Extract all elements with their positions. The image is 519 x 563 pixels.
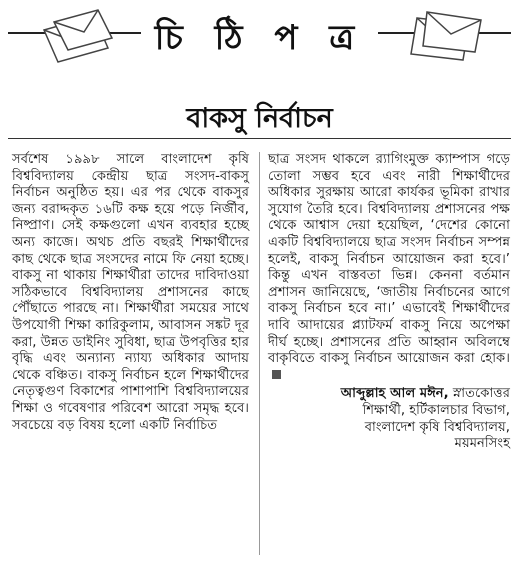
headline-rule xyxy=(8,138,511,139)
column-divider xyxy=(259,152,260,555)
article-headline: বাকসু নির্বাচন xyxy=(186,103,333,134)
body-text-right: ছাত্র সংসদ থাকলে র‍্যাগিংমুক্ত ক্যাম্পাস গড়ে তোলা সম্ভব হবে এবং নারী শিক্ষার্থীদের অধিকার সুরক্ষায় আরো কার্যকর ভূমিকা রাখার সুযোগ তৈরি হবে। বিশ্ববিদ্যালয় প্রশাসনের পক্ষ থেকে আশ্বাস দেয়া হয়েছিল, ‘দেশের কোনো একটি বিশ্ববিদ্যালয়ে ছাত্র সংসদ নির্বাচন সম্পন্ন হলেই, বাকসু নির্বাচন আয়োজন করা হবে।’ কিন্তু এখন বাস্তবতা ভিন্ন। কেননা বর্তমান প্রশাসন জানিয়েছে, ‘জাতীয় নির্বাচনের আগে বাকসু নির্বাচন হবে না।’ এভাবেই শিক্ষার্থীদের দাবি আদায়ের প্ল্যাটফর্ম বাকসু নিয়ে অপেক্ষা দীর্ঘ হচ্ছে। প্রশাসনের প্রতি আহ্বান অবিলম্বে বাকৃবিতে বাকসু নির্বাচন আয়োজন করা হোক। xyxy=(268,152,510,384)
body-text-left: সর্বশেষ ১৯৯৮ সালে বাংলাদেশ কৃষি বিশ্ববিদ্যালয় কেন্দ্রীয় ছাত্র সংসদ-বাকসু নির্বাচন অনুষ্ঠিত হয়। এর পর থেকে বাকসুর জন্য বরাদ্দকৃত ১৬টি কক্ষ হয়ে পড়ে নির্জীব, নিষ্প্রাণ। সেই কক্ষগুলো এখন ব্যবহার হচ্ছে অন্য কাজে। অথচ প্রতি বছরই শিক্ষার্থীদের কাছ থেকে ছাত্র সংসদের নামে ফি নেয়া হচ্ছে। বাকসু না থাকায় শিক্ষার্থীরা তাদের দাবিদাওয়া সঠিকভাবে বিশ্ববিদ্যালয় প্রশাসনের কাছে পৌঁছাতে পারছে না। শিক্ষার্থীরা সময়ের সাথে উপযোগী শিক্ষা কারিকুলাম, আবাসন সঙ্কট দূর করা, উন্নত ডাইনিং সুবিধা, ছাত্র উপবৃত্তির হার বৃদ্ধি এবং অন্যান্য ন্যায্য অধিকার আদায় থেকে বঞ্চিত। বাকসু নির্বাচন হলে শিক্ষার্থীদের নেতৃত্বগুণ বিকাশের পাশাপাশি বিশ্ববিদ্যালয়ের শিক্ষা ও গবেষণার পরিবেশ আরো সমৃদ্ধ হবে। সবচেয়ে বড় বিষয় হলো একটি নির্বাচিত xyxy=(12,152,249,433)
end-mark xyxy=(272,370,281,379)
masthead-title: চি ঠি প ত্র xyxy=(0,12,519,69)
article-column-right xyxy=(268,152,510,453)
signature-block xyxy=(268,386,510,452)
author-line2: শিক্ষার্থী, হর্টিকালচার বিভাগ, xyxy=(362,402,510,418)
headline-block xyxy=(8,90,511,140)
author-name: আব্দুল্লাহ আল মঈন, xyxy=(340,386,449,402)
author-line3: বাংলাদেশ কৃষি বিশ্ববিদ্যালয়, xyxy=(364,419,510,435)
article-column-left xyxy=(12,152,249,434)
masthead xyxy=(0,0,519,84)
author-line1: স্নাতকোত্তর xyxy=(452,386,510,402)
author-line4: ময়মনসিংহ xyxy=(454,436,510,452)
envelope-icon xyxy=(409,8,487,66)
